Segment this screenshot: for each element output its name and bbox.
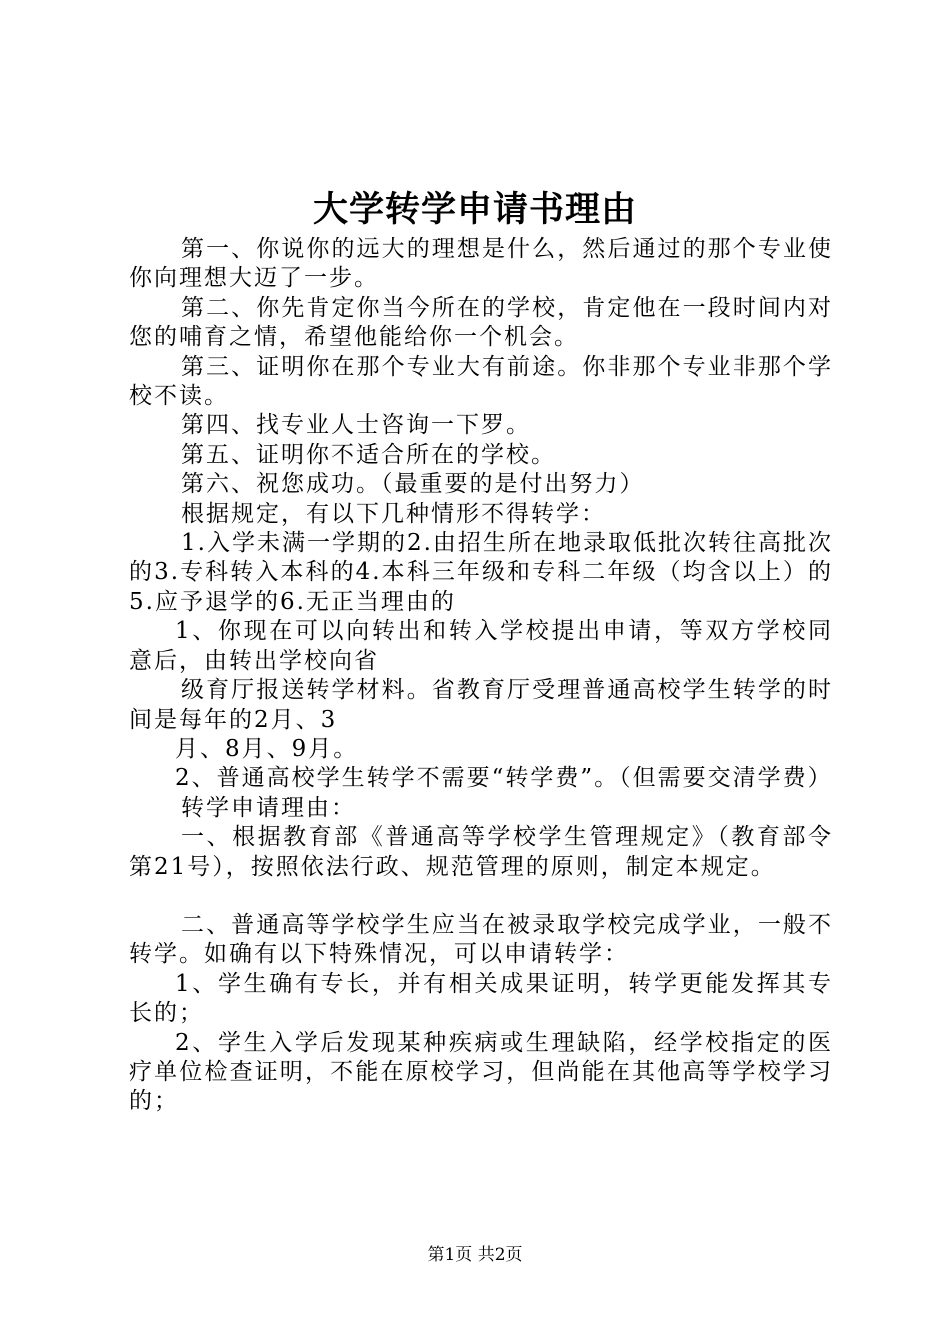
paragraph: 第四、找专业人士咨询一下罗。 [181, 412, 531, 439]
paragraph: 二、普通高等学校学生应当在被录取学校完成学业，一般不转学。如确有以下特殊情况，可以申请转学： [129, 911, 833, 968]
paragraph: 第三、证明你在那个专业大有前途。你非那个专业非那个学校不读。 [129, 353, 833, 410]
page-number-footer: 第1页 共2页 [427, 1245, 523, 1265]
paragraph: 1、你现在可以向转出和转入学校提出申请，等双方学校同意后，由转出学校向省 [129, 618, 833, 674]
paragraph: 第一、你说你的远大的理想是什么，然后通过的那个专业使你向理想大迈了一步。 [129, 236, 833, 292]
paragraph: 一、根据教育部《普通高等学校学生管理规定》（教育部令第21号），按照依法行政、规范管理的原则，制定本规定。 [129, 824, 833, 880]
paragraph: 2、普通高校学生转学不需要“转学费”。（但需要交清学费） [175, 765, 833, 792]
paragraph: 第六、祝您成功。（最重要的是付出努力） [181, 471, 645, 498]
blank-line [129, 882, 833, 911]
paragraph: 级育厅报送转学材料。省教育厅受理普通高校学生转学的时间是每年的2月、3 [129, 677, 833, 733]
paragraph: 1、学生确有专长，并有相关成果证明，转学更能发挥其专长的； [129, 970, 833, 1027]
document-title: 大学转学申请书理由 [312, 189, 637, 230]
document-body [129, 235, 833, 1117]
paragraph: 月、8月、9月。 [175, 735, 359, 762]
paragraph: 根据规定，有以下几种情形不得转学： [181, 500, 606, 527]
paragraph: 转学申请理由： [181, 794, 356, 821]
paragraph: 第五、证明你不适合所在的学校。 [181, 441, 556, 468]
paragraph: 第二、你先肯定你当今所在的学校，肯定他在一段时间内对您的哺育之情，希望他能给你一个机会。 [129, 294, 833, 351]
paragraph: 2、学生入学后发现某种疾病或生理缺陷，经学校指定的医疗单位检查证明，不能在原校学习，但尚能在其他高等学校学习的； [129, 1029, 833, 1115]
paragraph: 1.入学未满一学期的2.由招生所在地录取低批次转往高批次的3.专科转入本科的4.本科三年级和专科二年级（均含以上）的5.应予退学的6.无正当理由的 [129, 530, 833, 615]
